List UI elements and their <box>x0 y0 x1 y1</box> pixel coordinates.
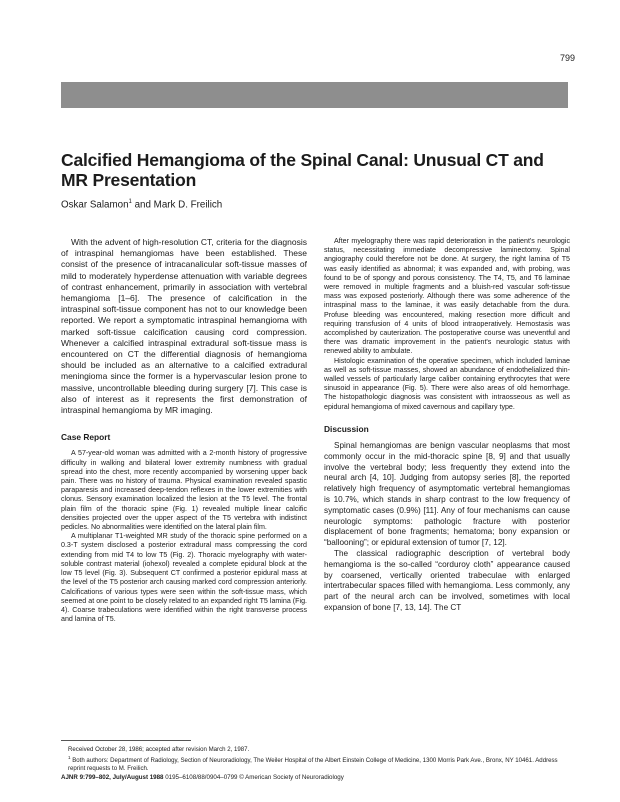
page-number: 799 <box>559 53 575 63</box>
journal-citation <box>61 774 571 782</box>
discussion-paragraph-1: Spinal hemangiomas are benign vascular neoplasms that most commonly occur in the mid-thoracic spine [8, 9] and that usually involve the vertebral body; less frequently they extend into the neural arch [4, 10]. Judging from autopsy series [8], the reported relatively high frequency of asymptomatic vertebral hemangiomas is 10.7%, which stands in sharp contrast to the low frequency of symptomatic cases (0.9%) [11]. Any of four mechanisms can cause neurologic symptoms: pathologic fracture with posterior displacement of bone fragments; hematoma; bony expansion or “ballooning”; or epidural extension of tumor [7, 12]. <box>324 441 570 548</box>
affiliation-footnote-marker: 1 <box>68 755 71 760</box>
received-footnote: Received October 28, 1986; accepted after revision March 2, 1987. <box>68 746 250 753</box>
second-author: and Mark D. Freilich <box>131 199 223 211</box>
header-band <box>61 82 568 108</box>
case-report-paragraph-3: After myelography there was rapid deterioration in the patient's neurologic status, necessitating immediate decompressive laminectomy. Spinal angiography could therefore not be done. At surgery, the right lamina of T5 was easily identified as abnormal; it was expanded and, with probing, was found to be of spongy and porous consistency. The T4, T5, and T6 laminae were removed in multiple fragments and a bluish-red vascular soft-tissue mass was exposed posteriorly. Although there was some adherence of the intraspinal mass to the laminae, it was easily detachable from the dura. Profuse bleeding was encountered, making resection more difficult and requiring transfusion of 4 units of blood intraoperatively. Hemostasis was accomplished by cauterization. The postoperative course was uneventful and there was dramatic improvement in the patient's neurologic status with renewed ability to ambulate. <box>324 237 570 356</box>
article-title: Calcified Hemangioma of the Spinal Canal: Unusual CT and MR Presentation <box>61 150 544 190</box>
discussion-heading: Discussion <box>324 423 369 434</box>
discussion-paragraph-2: The classical radiographic description of vertebral body hemangioma is the so-called “corduroy cloth” appearance caused by coarsened, vertically oriented trabeculae with enlarged intertrabecular spaces filled with hemangioma. Less commonly, any part of the neural arch can be involved, sometimes with local expansion of bone [7, 13, 14]. The CT <box>324 549 570 613</box>
right-column <box>324 237 570 614</box>
footnote-rule <box>61 740 191 741</box>
journal-copyright: 0195–6108/88/0904–0799 © American Society of Neuroradiology <box>163 774 344 781</box>
journal-issue: AJNR 9:799–802, July/August 1988 <box>61 774 164 781</box>
affiliation-text: Both authors: Department of Radiology, Section of Neuroradiology, The Weiler Hospital of the Albert Einstein College of Medicine, 1300 Morris Park Ave., Bronx, NY 10461. Address reprint requests to M. Freilich. <box>68 757 558 772</box>
left-column <box>61 237 307 624</box>
affiliation-footnote <box>68 754 573 772</box>
case-report-heading: Case Report <box>61 432 111 443</box>
case-report-paragraph-2: A multiplanar T1-weighted MR study of the thoracic spine performed on a 0.3-T system disclosed a posterior extradural mass compressing the cord extending from mid T4 to low T5 (Fig. 2). Thoracic myelography with water-soluble contrast material (iohexol) revealed a complete epidural block at the low T5 level (Fig. 3). Subsequent CT confirmed a posterior epidural mass at the level of the T5 posterior arch causing marked cord compression anteriorly. Calcifications of various types were seen within the soft-tissue mass, which seemed at one point to be closely related to an expanded right T5 lamina (Fig. 4). Coarse trabeculations were identified within the right transverse process and lamina of T5. <box>61 532 307 624</box>
intro-paragraph: With the advent of high-resolution CT, criteria for the diagnosis of intraspinal hemangiomas have been established. These consist of the presence of intracanalicular soft-tissue masses of mild to moderately hyperdense attenuation with variable degrees of contrast enhancement, primarily in association with vertebral hemangioma [1–6]. The presence of calcification in the intraspinal soft-tissue component has not to our knowledge been reported. We report a symptomatic intraspinal hemangioma with marked soft-tissue calcification causing cord compression. Whenever a calcified intraspinal extradural soft-tissue mass is encountered on CT the differential diagnosis of hemangioma should be included as an alternative to a calcified extradural meningioma since the former is a hypervascular lesion prone to massive, uncontrollable bleeding during surgery [7]. This case is also of interest as it represents the first demonstration of intraspinal hemangioma by MR imaging. <box>61 237 307 416</box>
case-report-paragraph-4: Histologic examination of the operative specimen, which included laminae as well as soft-tissue masses, showed an abundance of endothelialized thin-walled vessels of particularly large caliber containing erythrocytes that were sinusoid in appearance (Fig. 5). There were also areas of old hemorrhage. The histopathologic diagnosis was consistent with intraosseous as well as epidural hemangioma of mixed cavernous and capillary type. <box>324 356 570 411</box>
first-author: Oskar Salamon <box>61 199 129 211</box>
affiliation-marker: 1 <box>128 199 132 205</box>
case-report-paragraph-1: A 57-year-old woman was admitted with a 2-month history of progressive difficulty in walking and bilateral lower extremity numbness with gradual spread into the chest, more recently accompanied by worsening upper back pain. There was no history of trauma. Physical examination revealed spastic paraparesis and increased deep-tendon reflexes in the lower extremities with clonus. Sensory examination localized the lesion at the T5 level. The frontal plain film of the thoracic spine (Fig. 1) revealed multiple linear calcific densities projected over the upper aspect of the T5 vertebra with indistinct pedicles. No abnormalities were identified on the lateral plain film. <box>61 449 307 532</box>
author-line <box>61 199 222 210</box>
